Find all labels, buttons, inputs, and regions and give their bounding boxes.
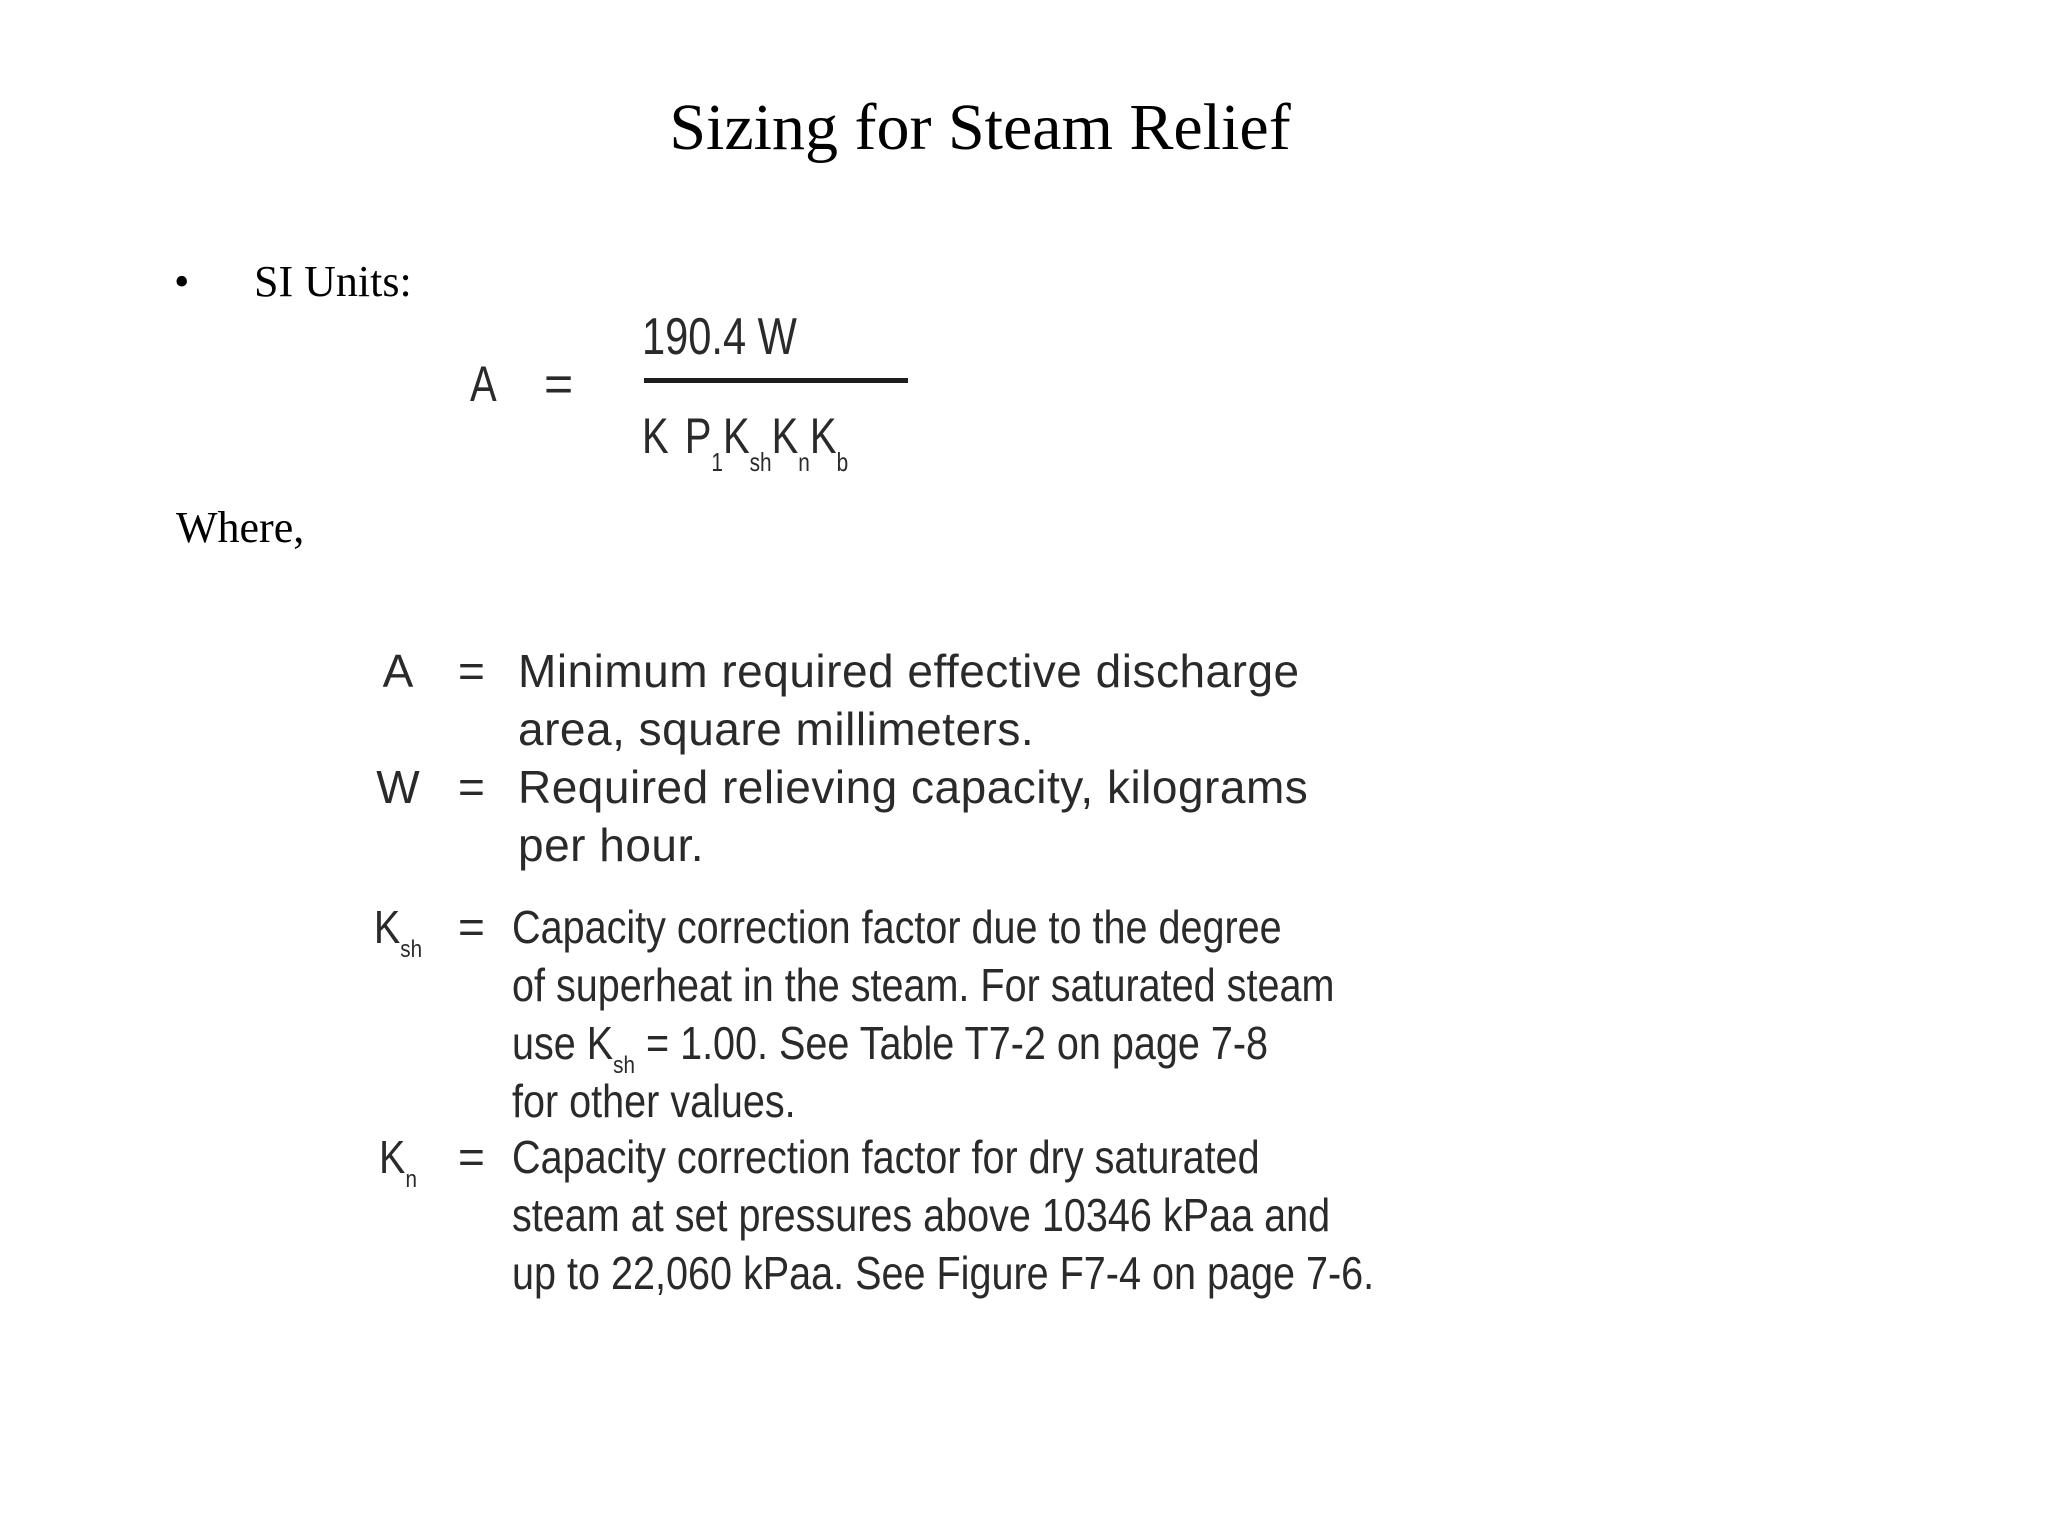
definition-line: Minimum required effective discharge [518,645,1300,697]
definition-line: steam at set pressures above 10346 kPaa and [512,1189,1331,1241]
den-k: K [642,408,669,464]
slide-title: Sizing for Steam Relief [669,91,1291,164]
definition-line: Capacity correction factor due to the degree [512,901,1282,953]
definition-line [512,1014,1372,1079]
formula-numerator: 190.4 W [642,308,797,366]
symbol-letter: K [379,1131,406,1183]
definition-text [518,642,1518,758]
definition-line: of superheat in the steam. For saturated steam [512,959,1335,1011]
den-kb [809,406,849,477]
symbol-sub: n [405,1166,417,1193]
area-formula [470,304,950,484]
den-p [684,406,723,477]
where-label: Where, [176,503,305,552]
bullet-marker: • [174,257,190,306]
definition-equals: = [458,645,485,697]
definition-equals: = [458,1131,485,1183]
den-ksh-sub: sh [749,447,772,477]
definition-symbol: A [382,645,414,697]
den-kn [771,406,810,477]
den-ksh [722,406,772,477]
bullet-text: SI Units: [254,257,412,306]
den-kn-letter: K [771,408,799,464]
definition-equals: = [458,761,485,813]
den-p-letter: P [684,408,712,464]
fraction-bar [644,378,908,383]
formula-equals: = [544,356,574,412]
definition-line: per hour. [518,819,705,871]
definition-line: Capacity correction factor for dry saturated [512,1131,1260,1183]
definition-text [512,1128,1512,1302]
den-ksh-letter: K [722,408,750,464]
definition-symbol [364,1128,433,1193]
symbol-letter: K [373,901,401,953]
symbol-sub: sh [400,936,423,963]
definition-equals: = [458,901,485,953]
formula-denominator [642,406,849,477]
inline-sub: sh [613,1052,635,1079]
definition-line: area, square millimeters. [518,703,1035,755]
inline-text: use K [512,1017,614,1069]
definition-line: Required relieving capacity, kilograms [518,761,1309,813]
definition-symbol: W [376,761,420,813]
definition-symbol [364,898,433,963]
inline-text: = 1.00. See Table T7-2 on page 7-8 [634,1017,1269,1069]
definition-text [518,758,1518,874]
den-kb-letter: K [809,408,837,464]
formula-lhs: A [470,356,497,412]
definition-line: for other values. [512,1075,796,1127]
definition-text [512,898,1512,1130]
definition-line: up to 22,060 kPaa. See Figure F7-4 on page 7-6. [512,1247,1375,1299]
den-kn-sub: n [798,447,810,477]
den-p-sub: 1 [711,447,723,477]
den-kb-sub: b [836,447,849,477]
